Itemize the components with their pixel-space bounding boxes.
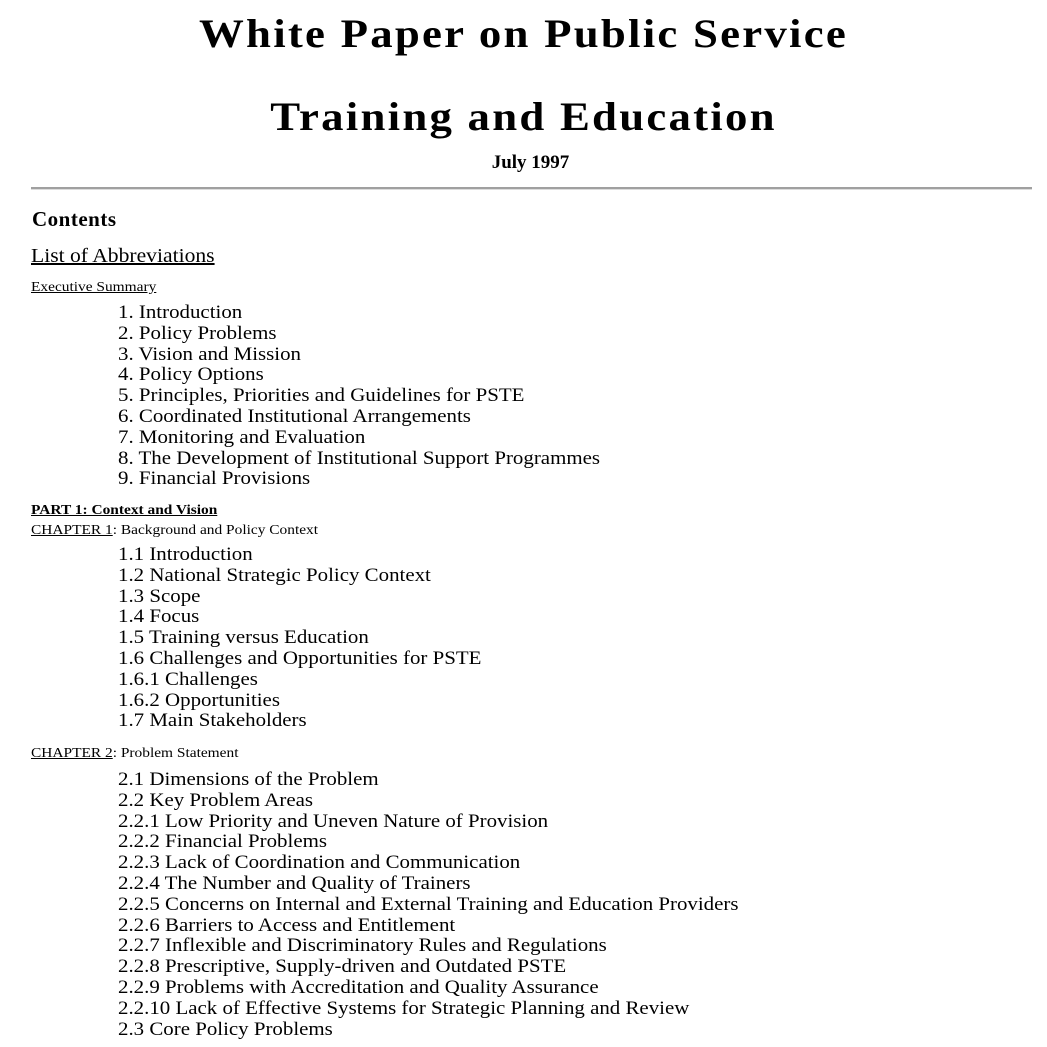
toc-item: 2.2.9 Problems with Accreditation and Quality Assurance xyxy=(118,976,599,998)
chapter-2-list xyxy=(118,769,739,1040)
toc-item: 2.1 Dimensions of the Problem xyxy=(118,769,379,790)
toc-item: 2.3 Core Policy Problems xyxy=(118,1018,333,1040)
toc-item: 2.2 Key Problem Areas xyxy=(118,789,314,811)
toc-item: 2.2.6 Barriers to Access and Entitlement xyxy=(118,914,456,936)
toc-item: 4. Policy Options xyxy=(118,364,264,386)
toc-item: 1.6.1 Challenges xyxy=(118,668,258,690)
toc-item: 1.1 Introduction xyxy=(118,544,253,565)
toc-item: 1.5 Training versus Education xyxy=(118,627,369,649)
chapter-1-list xyxy=(118,544,482,732)
toc-item: 1.6 Challenges and Opportunities for PSTE xyxy=(118,647,482,669)
toc-item: 7. Monitoring and Evaluation xyxy=(118,426,366,448)
toc-item: 2.2.8 Prescriptive, Supply-driven and Outdated PSTE xyxy=(118,956,567,978)
document-title-line-1: White Paper on Public Service xyxy=(199,11,848,56)
toc-item: 1.6.2 Opportunities xyxy=(118,689,280,711)
toc-item: 2.2.4 The Number and Quality of Trainers xyxy=(118,872,471,894)
chapter-1-title: : Background and Policy Context xyxy=(112,523,319,538)
document-title-line-2: Training and Education xyxy=(270,94,777,139)
toc-item: 1.4 Focus xyxy=(118,606,200,628)
toc-item: 2. Policy Problems xyxy=(118,322,277,344)
toc-item: 2.2.7 Inflexible and Discriminatory Rules and Regulations xyxy=(118,935,607,957)
toc-item: 2.2.1 Low Priority and Uneven Nature of Provision xyxy=(118,810,549,832)
list-of-abbreviations-link[interactable]: List of Abbreviations xyxy=(31,245,215,267)
toc-item: 6. Coordinated Institutional Arrangements xyxy=(118,405,471,427)
toc-item: 2.2.5 Concerns on Internal and External Training and Education Providers xyxy=(118,893,739,915)
chapter-2-link[interactable]: CHAPTER 2 xyxy=(31,746,113,761)
executive-summary-list xyxy=(118,302,600,490)
toc-item: 2.2.2 Financial Problems xyxy=(118,831,327,853)
executive-summary-link[interactable]: Executive Summary xyxy=(31,280,157,295)
toc-item: 1. Introduction xyxy=(118,302,243,323)
toc-item: 1.2 National Strategic Policy Context xyxy=(118,564,431,586)
chapter-2-heading xyxy=(31,745,238,763)
toc-item: 9. Financial Provisions xyxy=(118,468,311,490)
chapter-2-title: : Problem Statement xyxy=(112,746,239,761)
part-1-link[interactable]: PART 1: Context and Vision xyxy=(31,503,218,518)
contents-heading: Contents xyxy=(32,207,117,231)
chapter-1-heading xyxy=(31,522,318,540)
toc-item: 5. Principles, Priorities and Guidelines for PSTE xyxy=(118,385,525,407)
chapter-1-link[interactable]: CHAPTER 1 xyxy=(31,523,113,538)
toc-item: 2.2.3 Lack of Coordination and Communication xyxy=(118,852,521,874)
document-date: July 1997 xyxy=(491,152,570,173)
toc-item: 8. The Development of Institutional Support Programmes xyxy=(118,447,600,469)
toc-item: 2.2.10 Lack of Effective Systems for Strategic Planning and Review xyxy=(118,997,690,1019)
toc-item: 1.3 Scope xyxy=(118,585,201,607)
horizontal-divider xyxy=(31,187,1032,190)
toc-item: 3. Vision and Mission xyxy=(118,343,302,365)
toc-item: 1.7 Main Stakeholders xyxy=(118,710,307,732)
